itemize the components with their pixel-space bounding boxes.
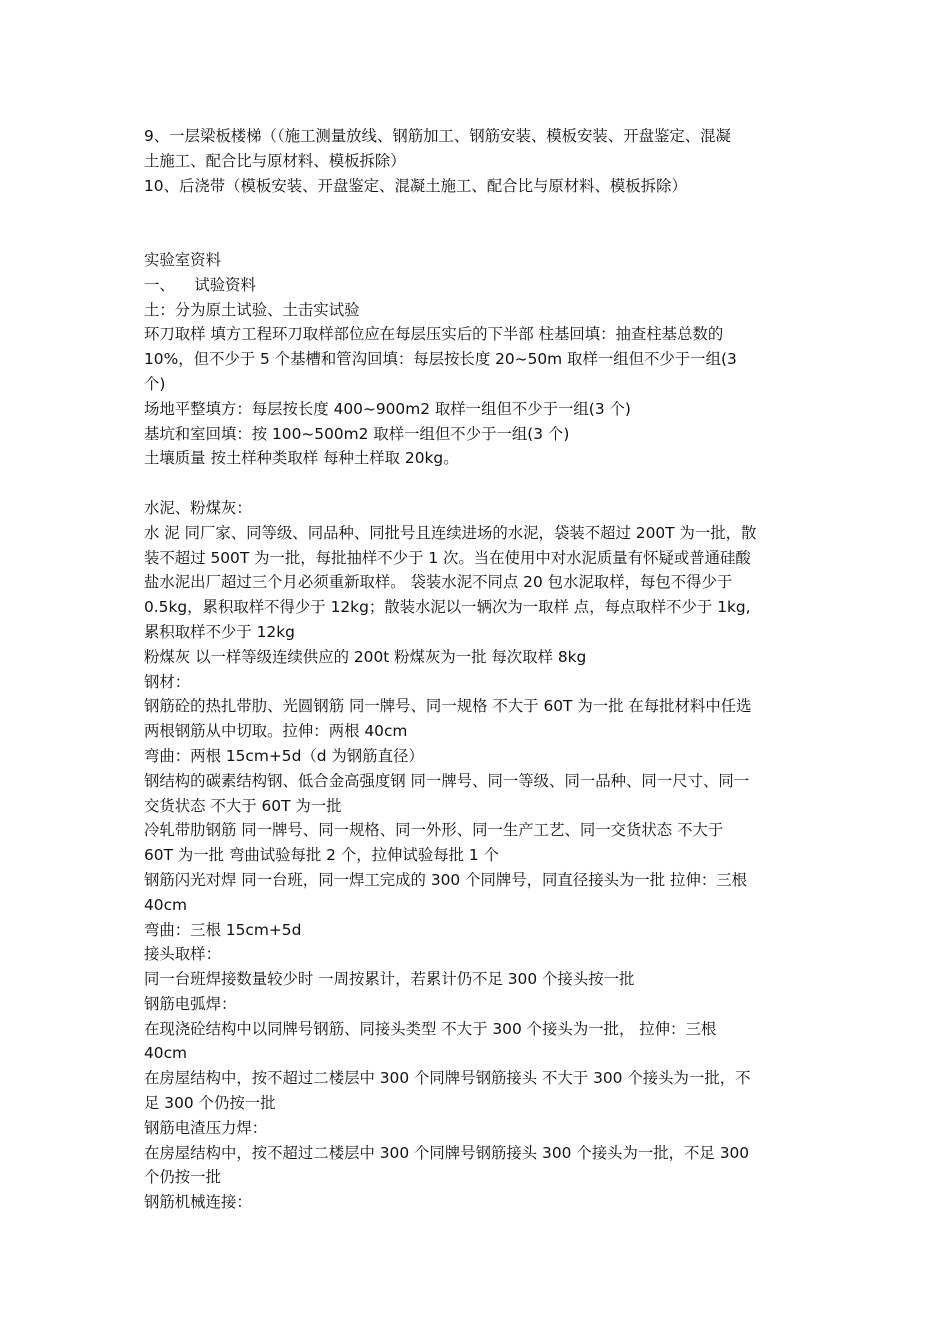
paragraph-line: 弯曲：三根 15cm+5d [144,920,302,939]
paragraph-line: 在房屋结构中，按不超过二楼层中 300 个同牌号钢筋接头 300 个接头为一批，不足 300 [144,1143,750,1162]
paragraph-line: 土：分为原土试验、土击实试验 [144,300,360,319]
paragraph-line: 场地平整填方：每层按长度 400~900m2 取样一组但不少于一组(3 个) [144,399,631,418]
paragraph-line: 接头取样： [144,945,221,964]
document-page [144,124,808,1215]
paragraph-line: 钢筋电弧焊： [144,994,237,1013]
paragraph-line: 60T 为一批 弯曲试验每批 2 个，拉伸试验每批 1 个 [144,846,499,865]
paragraph-line: 水泥、粉煤灰： [144,498,252,517]
paragraph-line: 盐水泥出厂超过三个月必须重新取样。 袋装水泥不同点 20 包水泥取样，每包不得少于 [144,573,733,592]
item-9-line-2: 土施工、配合比与原材料、模板拆除） [144,151,406,170]
paragraph-line: 累积取样不少于 12kg [144,622,295,641]
item-9-line-1: 9、一层梁板楼梯（（施工测量放线、钢筋加工、钢筋安装、模板安装、开盘鉴定、混凝 [144,127,731,145]
paragraph-line: 40cm [144,895,188,914]
paragraph-line: 10%，但不少于 5 个基槽和管沟回填：每层按长度 20~50m 取样一组但不少于一组(3 [144,350,737,369]
paragraph-line: 个仍按一批 [144,1168,221,1187]
paragraph-line: 水 泥 同厂家、同等级、同品种、同批号且连续进场的水泥，袋装不超过 200T 为一批，散 [144,523,757,542]
spacer [144,198,808,248]
paragraph-line: 钢筋砼的热扎带肋、光圆钢筋 同一牌号、同一规格 不大于 60T 为一批 在每批材料中任选 [144,697,752,716]
paragraph-line: 装不超过 500T 为一批，每批抽样不少于 1 次。当在使用中对水泥质量有怀疑或普通硅酸 [144,548,751,567]
item-10: 10、后浇带（模板安装、开盘鉴定、混凝土施工、配合比与原材料、模板拆除） [144,176,687,195]
paragraph-line: 个) [144,374,166,393]
paragraph-line: 钢筋机械连接： [144,1193,252,1212]
section-heading: 一、 试验资料 [144,275,256,294]
paragraph-line: 环刀取样 填方工程环刀取样部位应在每层压实后的下半部 柱基回填：抽查柱基总数的 [144,325,724,344]
section-title: 实验室资料 [144,250,221,269]
materials-block [144,496,808,1215]
paragraph-line: 基坑和室回填：按 100~500m2 取样一组但不少于一组(3 个) [144,424,570,443]
paragraph-line: 足 300 个仍按一批 [144,1094,276,1113]
paragraph-line: 土壤质量 按土样种类取样 每种土样取 20kg。 [144,449,459,468]
paragraph-line: 钢材： [144,672,191,691]
paragraph-line: 在房屋结构中，按不超过二楼层中 300 个同牌号钢筋接头 不大于 300 个接头为一批，不 [144,1069,751,1088]
paragraph-line: 同一台班焊接数量较少时 一周按累计，若累计仍不足 300 个接头按一批 [144,970,635,989]
spacer [144,471,808,496]
paragraph-line: 钢结构的碳素结构钢、低合金高强度钢 同一牌号、同一等级、同一品种、同一尺寸、同一 [144,771,750,790]
paragraph-line: 钢筋电渣压力焊： [144,1118,268,1137]
paragraph-line: 40cm [144,1044,188,1063]
paragraph-line: 钢筋闪光对焊 同一台班，同一焊工完成的 300 个同牌号，同直径接头为一批 拉伸：三根 [144,870,748,889]
paragraph-line: 在现浇砼结构中以同牌号钢筋、同接头类型 不大于 300 个接头为一批， 拉伸：三根 [144,1019,717,1038]
paragraph-line: 0.5kg，累积取样不得少于 12kg；散装水泥以一辆次为一取样 点，每点取样不少于 1kg, [144,598,751,617]
paragraph-line: 弯曲：两根 15cm+5d（d 为钢筋直径） [144,746,424,765]
paragraph-line: 两根钢筋从中切取。拉伸：两根 40cm [144,722,408,741]
soil-block [144,298,808,472]
paragraph-line: 粉煤灰 以一样等级连续供应的 200t 粉煤灰为一批 每次取样 8kg [144,647,587,666]
paragraph-line: 交货状态 不大于 60T 为一批 [144,796,342,815]
paragraph-line: 冷轧带肋钢筋 同一牌号、同一规格、同一外形、同一生产工艺、同一交货状态 不大于 [144,821,724,840]
